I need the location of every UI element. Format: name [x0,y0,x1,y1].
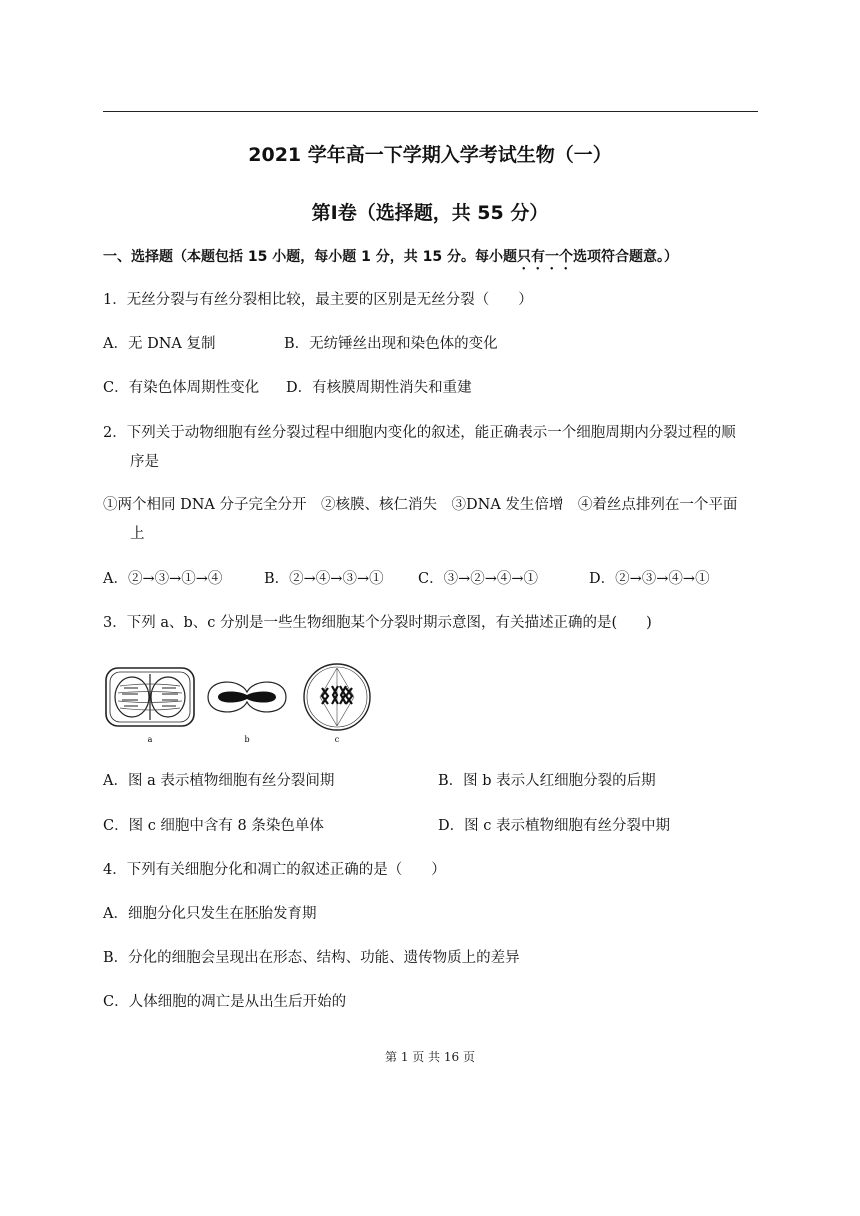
q3-stem: 3．下列 a、b、c 分别是一些生物细胞某个分裂时期示意图，有关描述正确的是( ) [103,615,652,631]
q3-option-a: A．图 a 表示植物细胞有丝分裂间期 [103,773,335,789]
section-heading-prefix: 一、选择题（本题包括 15 小题，每小题 1 分，共 15 分。每小题 [103,249,517,265]
figure-a-label: a [147,735,153,744]
section-heading-emphasis: 只有一个 [516,249,573,265]
figure-b-dividing-cell [208,682,286,712]
q3-option-d: D．图 c 表示植物细胞有丝分裂中期 [438,818,670,834]
exam-title: 2021 学年高一下学期入学考试生物（一） [248,144,612,166]
q2-option-a: A．②→③→①→④ [103,571,223,587]
figure-c-label: c [334,735,340,744]
section-heading [103,247,678,273]
q3-option-b: B．图 b 表示人红细胞分裂的后期 [438,773,656,789]
q1-option-c: C．有染色体周期性变化 [103,380,260,396]
q2-option-d: D．②→③→④→① [589,571,710,587]
q2-stem-line1: 2．下列关于动物细胞有丝分裂过程中细胞内变化的叙述，能正确表示一个细胞周期内分裂过程的顺 [103,425,736,441]
header-rule [103,111,758,112]
figure-a-plant-cell [106,668,194,726]
section-heading-suffix: 选项符合题意。） [572,249,678,265]
figure-b-label: b [244,735,250,744]
figure-c-metaphase-cell [304,664,370,730]
cell-division-figure [100,660,380,750]
q4-stem: 4．下列有关细胞分化和凋亡的叙述正确的是（ ） [103,862,446,878]
q2-option-b: B．②→④→③→① [264,571,384,587]
q1-option-b: B．无纺锤丝出现和染色体的变化 [284,336,498,352]
q4-option-a: A．细胞分化只发生在胚胎发育期 [103,906,317,922]
exam-subtitle: 第Ⅰ卷（选择题，共 55 分） [311,202,549,224]
q1-stem: 1．无丝分裂与有丝分裂相比较，最主要的区别是无丝分裂（ ） [103,292,533,308]
q4-option-b: B．分化的细胞会呈现出在形态、结构、功能、遗传物质上的差异 [103,950,520,966]
q1-option-d: D．有核膜周期性消失和重建 [286,380,472,396]
q2-items-line2: 上 [130,526,145,542]
q3-option-c: C．图 c 细胞中含有 8 条染色单体 [103,818,324,834]
q2-items-line1: ①两个相同 DNA 分子完全分开 ②核膜、核仁消失 ③DNA 发生倍增 ④着丝点排列在一个平面 [103,497,738,513]
q1-option-a: A．无 DNA 复制 [103,336,216,352]
q4-option-c: C．人体细胞的凋亡是从出生后开始的 [103,994,347,1010]
q2-option-c: C．③→②→④→① [418,571,539,587]
q2-stem-line2: 序是 [130,454,159,470]
page-footer: 第 1 页 共 16 页 [385,1050,475,1064]
